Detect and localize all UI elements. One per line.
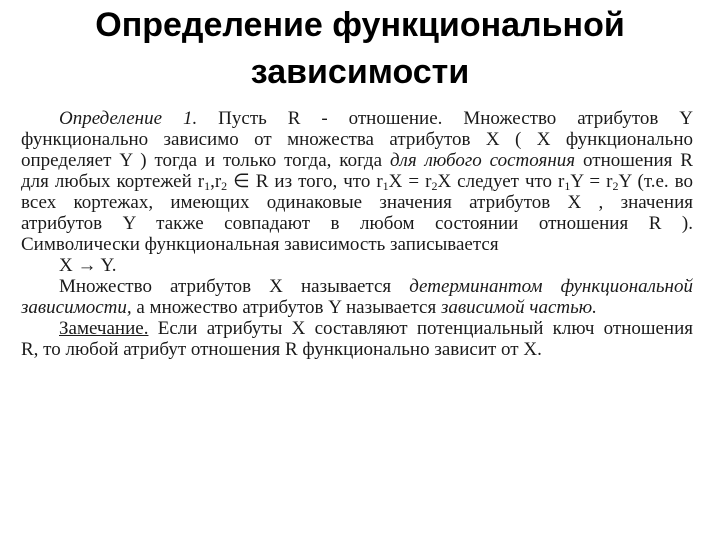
subscript: 2 xyxy=(612,179,619,193)
definition-body xyxy=(21,108,693,360)
subscript: 2 xyxy=(221,179,228,193)
definition-label: Определение 1. xyxy=(59,108,198,129)
subscript: 1 xyxy=(564,179,571,193)
subscript: 2 xyxy=(431,179,438,193)
definition-line-3 xyxy=(21,150,693,171)
determinant-line-2 xyxy=(21,297,693,318)
determinant-line-1 xyxy=(21,276,693,297)
text-fragment: Y = r xyxy=(570,171,613,192)
text-fragment: а множество атрибутов Y называется xyxy=(136,297,437,318)
definition-line-5: всех кортежах, имеющих одинаковые значения атрибутов X , значения xyxy=(21,192,693,213)
text-fragment: X = r xyxy=(388,171,432,192)
italic-term: детерминантом функциональной xyxy=(409,276,693,297)
text-fragment: Если атрибуты X составляют потенциальный ключ отношения xyxy=(157,318,694,339)
text-fragment: Y (т.е. во xyxy=(618,171,693,192)
formula-x-to-y: X → Y. xyxy=(59,255,117,276)
title-line-2: зависимости xyxy=(250,53,470,91)
text-fragment: отношения R xyxy=(583,150,693,171)
subscript: 1 xyxy=(382,179,389,193)
definition-line-1 xyxy=(21,108,693,129)
italic-term: зависимой частью. xyxy=(440,297,597,318)
definition-line-7: Символически функциональная зависимость записывается xyxy=(21,234,499,255)
italic-phrase: для любого состояния xyxy=(389,150,576,171)
italic-term: зависимости, xyxy=(21,297,132,318)
text-fragment: Множество атрибутов X называется xyxy=(59,276,392,297)
text-fragment: X следует что r xyxy=(437,171,565,192)
definition-line-2: функционально зависимо от множества атрибутов X ( X функционально xyxy=(21,129,693,150)
remark-line-2: R, то любой атрибут отношения R функционально зависит от X. xyxy=(21,339,542,360)
text-fragment: для любых кортежей r xyxy=(21,171,205,192)
subscript: 1 xyxy=(204,179,211,193)
text-fragment: ,r xyxy=(210,171,222,192)
title-line-1: Определение функциональной xyxy=(95,6,625,44)
text-fragment: ∈ R из того, что r xyxy=(227,171,383,192)
definition-line-6: атрибутов Y также совпадают в любом состоянии отношения R ). xyxy=(21,213,693,234)
definition-text: Пусть R - отношение. Множество атрибутов Y xyxy=(218,108,693,129)
remark-label: Замечание. xyxy=(59,318,149,339)
remark-line-1 xyxy=(21,318,693,339)
slide-title xyxy=(0,0,720,96)
text-fragment: определяет Y ) тогда и только тогда, когда xyxy=(21,150,383,171)
definition-line-4 xyxy=(21,171,693,192)
